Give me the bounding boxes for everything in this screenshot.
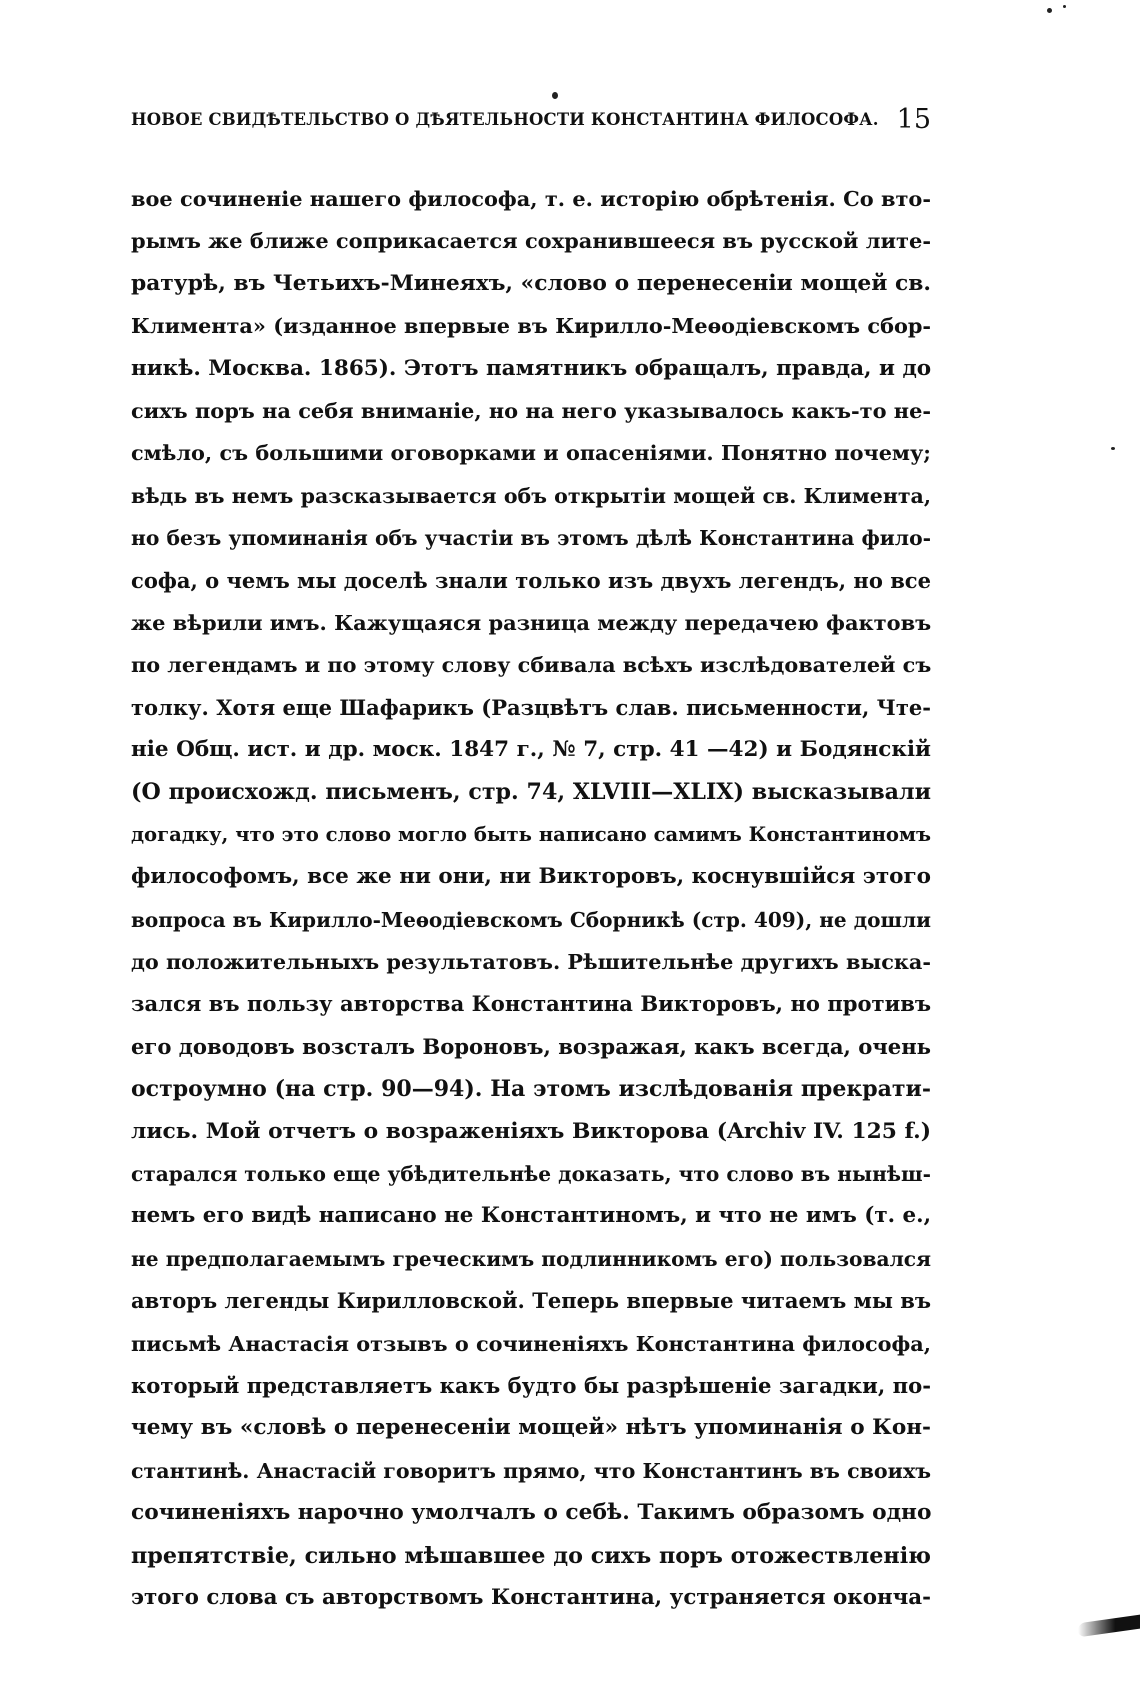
text-line: немъ его видѣ написано не Константиномъ, и что не имъ (т. е., (131, 1203, 932, 1229)
text-line: авторъ легенды Кирилловской. Теперь впервые читаемъ мы въ (131, 1288, 931, 1314)
text-line: по легендамъ и по этому слову сбивала всѣхъ изслѣдователей съ (131, 652, 932, 678)
text-line: его доводовъ возсталъ Вороновъ, возражая, какъ всегда, очень (131, 1033, 931, 1059)
text-line: догадку, что это слово могло быть написано самимъ Константиномъ (131, 822, 931, 846)
text-line: но безъ упоминанія объ участіи въ этомъ дѣлѣ Константина фило- (131, 526, 931, 551)
running-header-title: НОВОЕ СВИДѢТЕЛЬСТВО О ДѢЯТЕЛЬНОСТИ КОНСТАНТИНА ФИЛОСОФА. (131, 110, 879, 129)
text-line: смѣло, съ большими оговорками и опасеніями. Понятно почему; (131, 440, 931, 466)
text-line: ніе Общ. ист. и др. моск. 1847 г., № 7, стр. 41 —42) и Бодянскій (131, 737, 931, 763)
print-speck (1047, 8, 1052, 13)
text-line: Климента» (изданное впервые въ Кирилло-Меѳодіевскомъ сбор- (131, 313, 931, 339)
text-line: софа, о чемъ мы доселѣ знали только изъ двухъ легендъ, но все (131, 567, 932, 593)
text-line: никѣ. Москва. 1865). Этотъ памятникъ обращалъ, правда, и до (131, 355, 932, 381)
text-line: сочиненіяхъ нарочно умолчалъ о себѣ. Такимъ образомъ одно (131, 1500, 932, 1526)
page-edge-mark (1078, 1615, 1140, 1638)
text-line: остроумно (на стр. 90—94). На этомъ изслѣдованія прекрати- (131, 1076, 931, 1103)
text-line: философомъ, все же ни они, ни Викторовъ, коснувшійся этого (131, 864, 931, 890)
text-line: до положительныхъ результатовъ. Рѣшительнѣе другихъ выска- (131, 949, 931, 975)
text-line: лись. Мой отчетъ о возраженіяхъ Викторова (Archiv IV. 125 f.) (131, 1118, 931, 1144)
text-line: сихъ поръ на себя вниманіе, но на него указывалось какъ-то не- (131, 397, 932, 423)
text-line: (О происхожд. письменъ, стр. 74, XLVIII—XLIX) высказывали (131, 779, 931, 806)
page-number: 15 (896, 104, 931, 135)
text-line: чему въ «словѣ о перенесеніи мощей» нѣтъ упоминанія о Кон- (131, 1415, 931, 1441)
text-line: стантинѣ. Анастасій говоритъ прямо, что Константинъ въ своихъ (131, 1458, 932, 1483)
text-line: старался только еще убѣдительнѣе доказать, что слово въ нынѣш- (131, 1161, 931, 1186)
text-line: вое сочиненіе нашего философа, т. е. исторію обрѣтенія. Со вто- (131, 186, 931, 211)
text-line: рымъ же ближе соприкасается сохранившееся въ русской лите- (131, 228, 932, 254)
text-line: зался въ пользу авторства Константина Викторовъ, но противъ (131, 991, 931, 1017)
print-speck (1063, 5, 1066, 8)
text-line: письмѣ Анастасія отзывъ о сочиненіяхъ Константина философа, (131, 1330, 931, 1356)
text-line: препятствіе, сильно мѣшавшее до сихъ поръ отожествленію (131, 1542, 931, 1569)
text-line: не предполагаемымъ греческимъ подлинникомъ его) пользовался (131, 1246, 931, 1271)
body-text (131, 178, 931, 1619)
text-line: вѣдь въ немъ разсказывается объ открытіи мощей св. Климента, (131, 483, 931, 508)
text-line: который представляетъ какъ будто бы разрѣшеніе загадки, по- (131, 1372, 931, 1398)
running-header (131, 104, 931, 144)
print-speck (552, 92, 558, 99)
text-line: же вѣрили имъ. Кажущаяся разница между передачею фактовъ (131, 609, 932, 635)
text-line: этого слова съ авторствомъ Константина, устраняется оконча- (131, 1584, 931, 1610)
print-speck (1111, 447, 1115, 450)
text-line: ратурѣ, въ Четьихъ-Минеяхъ, «слово о перенесеніи мощей св. (131, 270, 931, 296)
text-line: вопроса въ Кирилло-Меѳодіевскомъ Сборникѣ (стр. 409), не дошли (131, 907, 931, 932)
text-line: толку. Хотя еще Шафарикъ (Разцвѣтъ слав. письменности, Чте- (131, 694, 931, 720)
